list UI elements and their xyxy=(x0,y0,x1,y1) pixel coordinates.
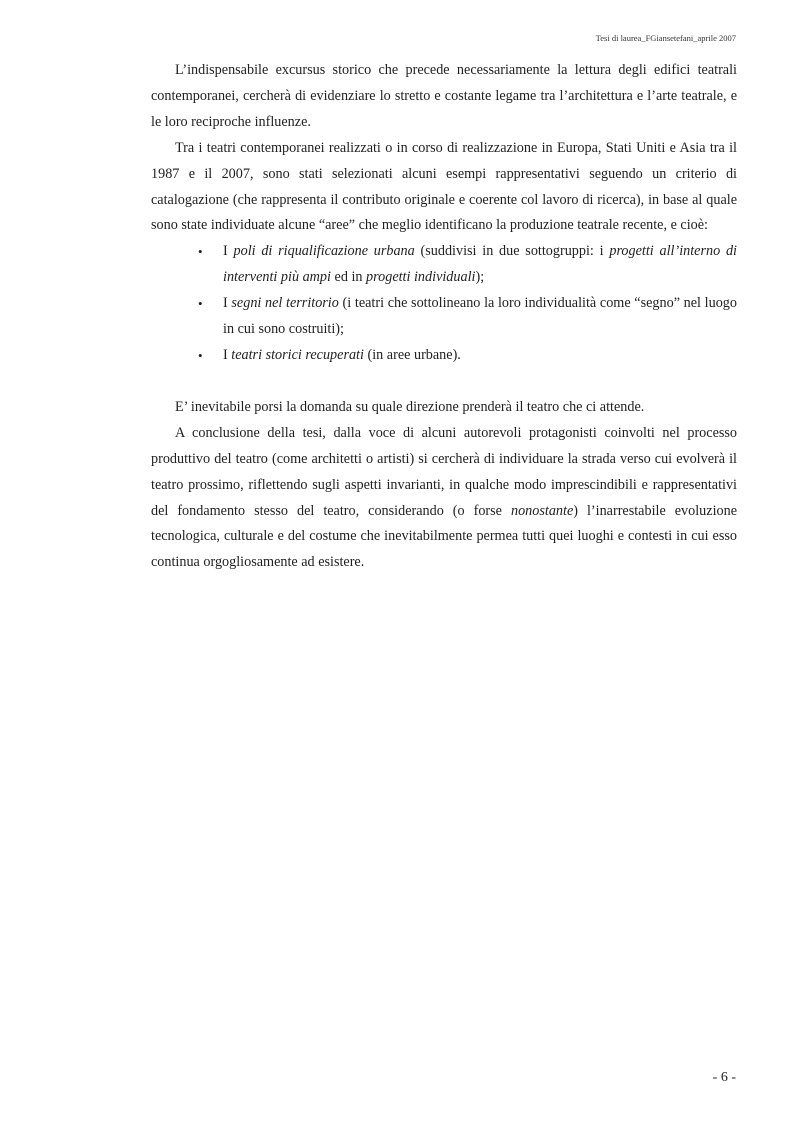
bullet-marker: • xyxy=(198,347,203,363)
paragraph-selection: Tra i teatri contemporanei realizzati o in corso di realizzazione in Europa, Stati Uniti e Asia tra il 1987 e il 2007, sono stati selezionati alcuni esempi rappresentativi seguendo un criterio di catalogazione (che rappresenta il contributo originale e coerente col lavoro di ricerca), in base al quale sono state individuate alcune “aree” che meglio identificano la produzione teatrale recente, e cioè: xyxy=(151,139,737,234)
list-item: • I poli di riqualificazione urbana (suddivisi in due sottogruppi: i progetti all’interno di interventi più ampi ed in progetti individuali); xyxy=(151,239,737,291)
bullet-marker: • xyxy=(198,244,203,260)
paragraph-intro: L’indispensabile excursus storico che precede necessariamente la lettura degli edifici teatrali contemporanei, cercherà di evidenziare lo stretto e costante legame tra l’architettura e l’arte teatrale, e le loro reciproche influenze. xyxy=(151,62,737,130)
bullet-marker: • xyxy=(198,296,203,312)
paragraph-question: E’ inevitabile porsi la domanda su quale direzione prenderà il teatro che ci attende. xyxy=(175,398,645,415)
body-text xyxy=(151,58,737,576)
running-header: Tesi di laurea_FGiansetefani_aprile 2007 xyxy=(595,33,736,43)
list-item: • I segni nel territorio (i teatri che sottolineano la loro individualità come “segno” nel luogo in cui sono costruiti); xyxy=(151,291,737,343)
list-item: • I teatri storici recuperati (in aree urbane). xyxy=(151,343,737,369)
paragraph-conclusion: A conclusione della tesi, dalla voce di alcuni autorevoli protagonisti coinvolti nel processo produttivo del teatro (come architetti o artisti) si cercherà di individuare la strada verso cui evolverà il teatro prossimo, riflettendo sugli aspetti invarianti, in qualche modo imprescindibili e rappresentativi del fondamento stesso del teatro, considerando (o forse nonostante) l’inarrestabile evoluzione tecnologica, culturale e del costume che inevitabilmente permea tutti quei luoghi e contesti in cui esso continua orgogliosamente ad esistere. xyxy=(151,424,737,571)
areas-list xyxy=(151,239,737,369)
page-number: - 6 - xyxy=(712,1070,736,1085)
